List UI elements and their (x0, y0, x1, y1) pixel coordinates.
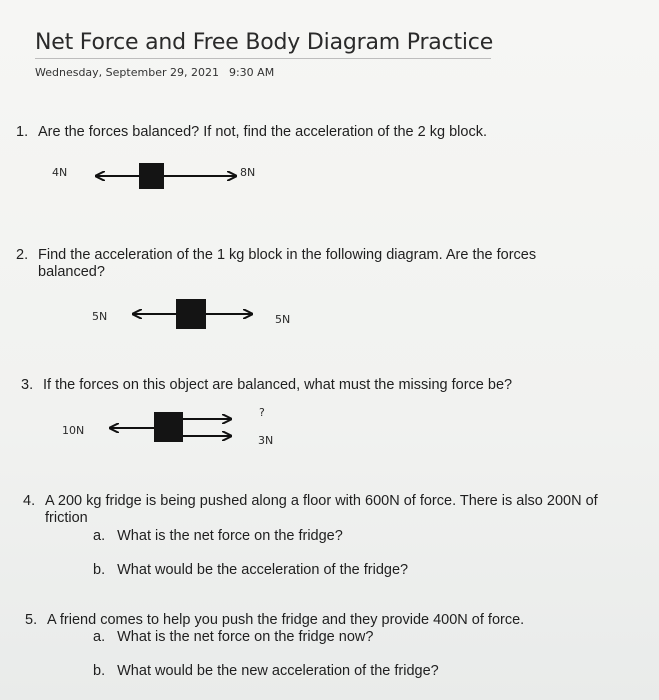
q2-right-force-label: 5N (275, 313, 291, 326)
q2-block (176, 299, 206, 329)
diagram-2 (133, 299, 252, 329)
q3-left-force-label: 10N (62, 424, 85, 437)
q1-left-force-label: 4N (52, 166, 68, 179)
q1-block (139, 163, 164, 189)
q2-left-force-label: 5N (92, 310, 108, 323)
page-title: Net Force and Free Body Diagram Practice (35, 30, 494, 55)
page-date: Wednesday, September 29, 2021 (35, 66, 219, 79)
q3-right-force-label: 3N (258, 434, 274, 447)
question-4b-text: What would be the acceleration of the fridge? (117, 562, 409, 578)
question-4a-letter: a. (93, 528, 106, 544)
question-4a-text: What is the net force on the fridge? (117, 528, 343, 544)
q3-missing-force-label: ? (259, 406, 265, 419)
question-5-text: A friend comes to help you push the fridge and they provide 400N of force. (47, 612, 525, 628)
question-1-text: Are the forces balanced? If not, find the acceleration of the 2 kg block. (38, 124, 487, 140)
question-5b-text: What would be the new acceleration of the fridge? (117, 663, 439, 679)
q1-right-force-label: 8N (240, 166, 256, 179)
question-3-text: If the forces on this object are balanced, what must the missing force be? (43, 377, 513, 393)
question-2-text-line2: balanced? (38, 264, 105, 280)
question-2-text-line1: Find the acceleration of the 1 kg block in the following diagram. Are the forces (38, 247, 537, 263)
question-1-number: 1. (16, 124, 29, 140)
question-4-text-line2: friction (45, 510, 88, 526)
question-4-text-line1: A 200 kg fridge is being pushed along a floor with 600N of force. There is also 200N of (45, 493, 598, 509)
question-3-number: 3. (21, 377, 34, 393)
question-4b-letter: b. (93, 562, 106, 578)
question-4-number: 4. (23, 493, 36, 509)
question-5-number: 5. (25, 612, 38, 628)
diagram-3 (110, 412, 231, 442)
question-2-number: 2. (16, 247, 29, 263)
question-5b-letter: b. (93, 663, 106, 679)
page-time: 9:30 AM (228, 66, 275, 79)
question-5a-letter: a. (93, 629, 106, 645)
diagram-1 (96, 163, 236, 189)
q3-block (154, 412, 183, 442)
question-5a-text: What is the net force on the fridge now? (117, 629, 374, 645)
